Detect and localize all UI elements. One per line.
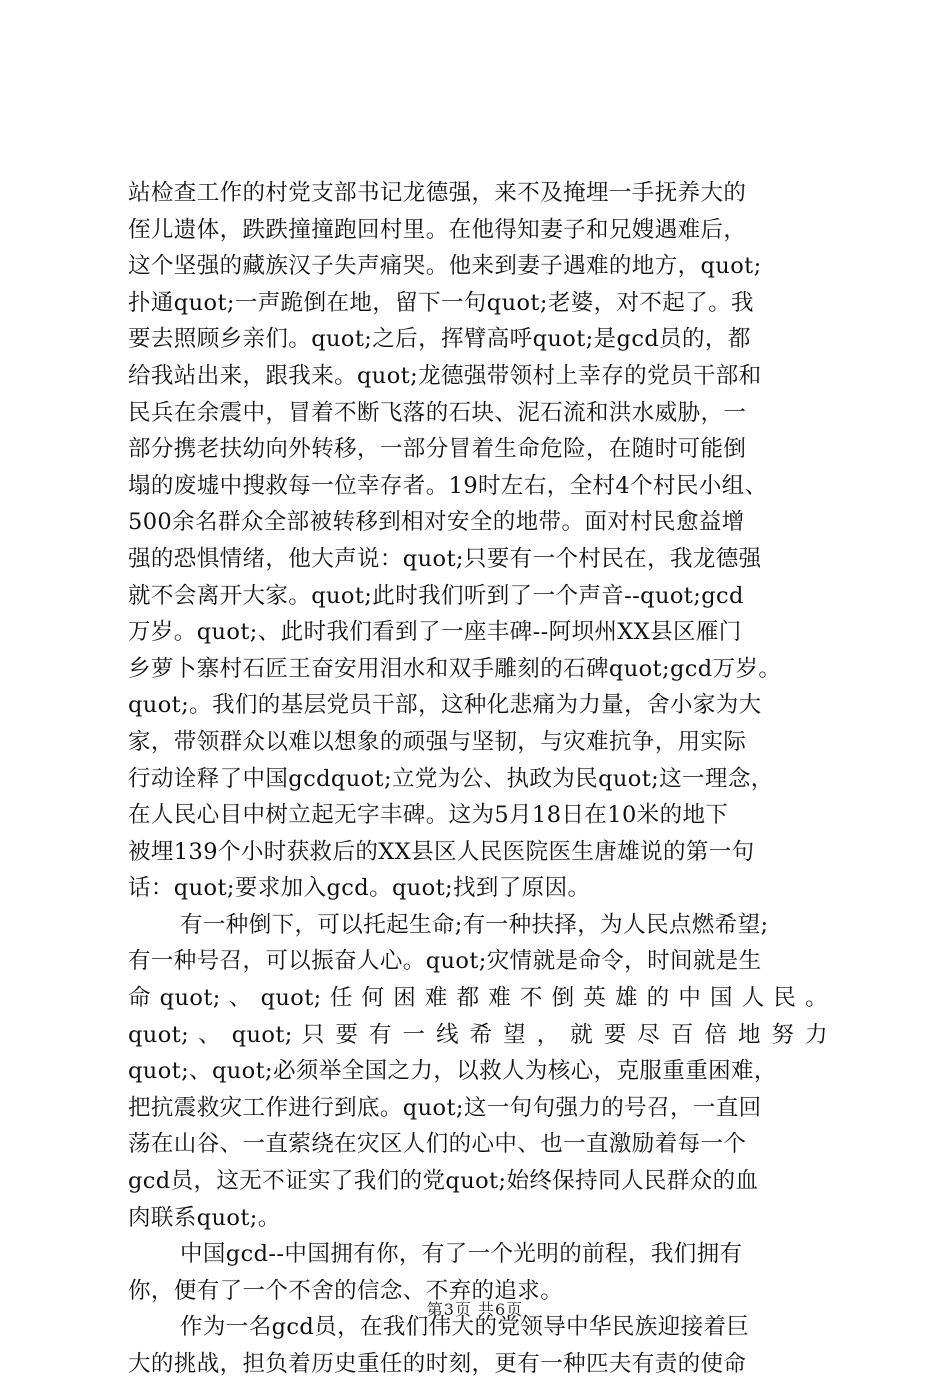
text-line: 塌的废墟中搜救每一位幸存者。19时左右，全村4个村民小组、	[128, 472, 768, 499]
text-line: 500余名群众全部被转移到相对安全的地带。面对村民愈益增	[128, 509, 745, 536]
body-text	[128, 175, 828, 1383]
text-line: 在人民心目中树立起无字丰碑。这为5月18日在10米的地下	[128, 802, 729, 829]
text-line: 作为一名gcd员，在我们伟大的党领导中华民族迎接着巨	[180, 1314, 750, 1341]
text-line: 中国gcd--中国拥有你，有了一个光明的前程，我们拥有	[180, 1241, 743, 1268]
text-line: quot;。我们的基层党员干部，这种化悲痛为力量，舍小家为大	[128, 692, 762, 719]
text-line: quot;、quot;必须举全国之力，以救人为核心，克服重重困难，	[128, 1058, 777, 1085]
text-line: 荡在山谷、一直萦绕在灾区人们的心中、也一直激励着每一个	[128, 1131, 747, 1158]
text-line: 你，便有了一个不舍的信念、不弃的追求。	[128, 1277, 564, 1304]
text-line: 万岁。quot;、此时我们看到了一座丰碑--阿坝州XX县区雁门	[128, 619, 742, 646]
text-line: 肉联系quot;。	[128, 1204, 281, 1231]
text-line: 这个坚强的藏族汉子失声痛哭。他来到妻子遇难的地方，quot;	[128, 253, 762, 280]
text-line: 就不会离开大家。quot;此时我们听到了一个声音--quot;gcd	[128, 582, 744, 609]
text-line: 把抗震救灾工作进行到底。quot;这一句句强力的号召，一直回	[128, 1094, 762, 1121]
text-line: 给我站出来，跟我来。quot;龙德强带领村上幸存的党员干部和	[128, 362, 762, 389]
text-line: 民兵在余震中，冒着不断飞落的石块、泥石流和洪水威胁，一	[128, 399, 747, 426]
text-line: 站检查工作的村党支部书记龙德强，来不及掩埋一手抚养大的	[128, 180, 747, 206]
text-line: 部分携老扶幼向外转移，一部分冒着生命危险，在随时可能倒	[128, 436, 747, 463]
text-line: gcd员，这无不证实了我们的党quot;始终保持同人民群众的血	[128, 1168, 759, 1195]
text-line: 有一种号召，可以振奋人心。quot;灾情就是命令，时间就是生	[128, 948, 762, 975]
text-line: 强的恐惧情绪，他大声说：quot;只要有一个村民在，我龙德强	[128, 545, 762, 572]
text-line: 命 quot; 、 quot; 任 何 困 难 都 难 不 倒 英 雄 的 中 国 人 民 。	[128, 985, 828, 1012]
text-line: 乡萝卜寨村石匠王奋安用泪水和双手雕刻的石碑quot;gcd万岁。	[128, 655, 782, 682]
text-line: 话：quot;要求加入gcd。quot;找到了原因。	[128, 875, 591, 902]
text-line: 家，带领群众以难以想象的顽强与坚韧，与灾难抗争，用实际	[128, 728, 747, 755]
text-line: 行动诠释了中国gcdquot;立党为公、执政为民quot;这一理念，	[128, 765, 774, 792]
text-line: 扑通quot;一声跪倒在地，留下一句quot;老婆，对不起了。我	[128, 289, 754, 316]
text-line: 被埋139个小时获救后的XX县区人民医院医生唐雄说的第一句	[128, 838, 755, 865]
page-footer: 第3页 共6页	[426, 1300, 524, 1319]
text-line: 侄儿遗体，跌跌撞撞跑回村里。在他得知妻子和兄嫂遇难后，	[128, 216, 747, 243]
text-line: 要去照顾乡亲们。quot;之后，挥臂高呼quot;是gcd员的，都	[128, 326, 751, 353]
text-line: 大的挑战，担负着历史重任的时刻，更有一种匹夫有责的使命	[128, 1351, 747, 1377]
text-line: 有一种倒下，可以托起生命;有一种扶择，为人民点燃希望;	[180, 911, 769, 938]
text-line: quot; 、 quot; 只 要 有 一 线 希 望 ， 就 要 尽 百 倍 地 努 力	[128, 1021, 828, 1048]
